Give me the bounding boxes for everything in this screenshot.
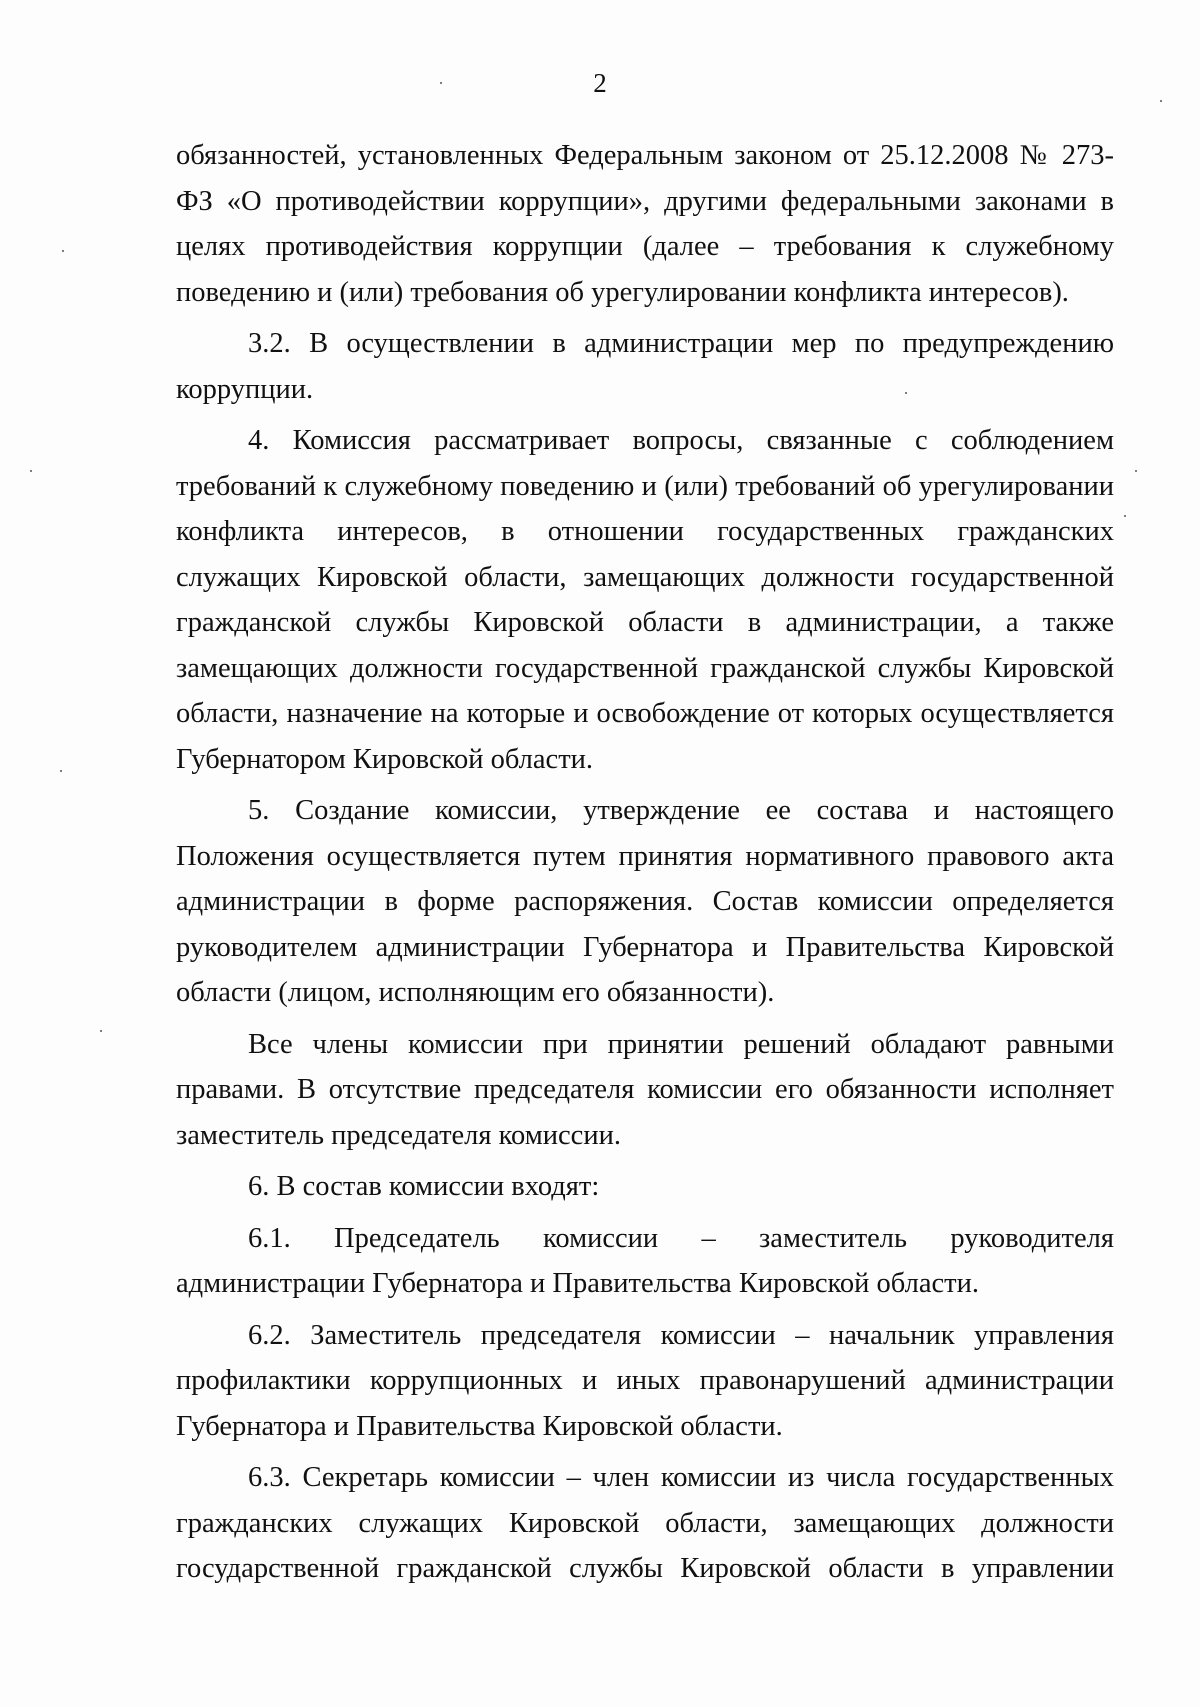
paragraph-continuation: обязанностей, установленных Федеральным законом от 25.12.2008 № 273-ФЗ «О противодействии коррупции», другими федеральными законами в целях противодействия коррупции (далее – требования к служебному поведению и (или) требования об урегулировании конфликта интересов). <box>176 140 1114 308</box>
scan-speck <box>1160 100 1162 102</box>
page-number: 2 <box>593 68 607 98</box>
scan-speck <box>905 392 907 394</box>
paragraph-6-2: 6.2. Заместитель председателя комиссии – начальник управления профилактики коррупционных и иных правонарушений администрации Губернатора и Правительства Кировской области. <box>176 1319 1114 1442</box>
paragraph-6-3: 6.3. Секретарь комиссии – член комиссии из числа государственных гражданских служащих Кировской области, замещающих должности государственной гражданской службы Кировской области в управлении <box>176 1462 1114 1584</box>
paragraph-6: 6. В состав комиссии входят: <box>248 1171 600 1202</box>
scan-speck <box>1135 470 1137 472</box>
scan-speck <box>440 82 442 84</box>
paragraph-4: 4. Комиссия рассматривает вопросы, связанные с соблюдением требований к служебному поведению и (или) требований об урегулировании конфликта интересов, в отношении государственных гражданских служащих Кировской области, замещающих должности государственной гражданской службы Кировской области в администрации, а также замещающих должности государственной гражданской службы Кировской области, назначение на которые и освобождение от которых осуществляется Губернатором Кировской области. <box>176 425 1114 775</box>
paragraph-5-members: Все члены комиссии при принятии решений обладают равными правами. В отсутствие председателя комиссии его обязанности исполняет заместитель председателя комиссии. <box>176 1028 1114 1151</box>
scan-speck <box>100 1030 102 1032</box>
document-body <box>176 133 1114 1592</box>
paragraph-6-1: 6.1. Председатель комиссии – заместитель руководителя администрации Губернатора и Правительства Кировской области. <box>176 1222 1114 1299</box>
scan-speck <box>62 250 64 252</box>
scan-speck <box>60 770 62 772</box>
scan-speck <box>30 470 32 472</box>
paragraph-3-2: 3.2. В осуществлении в администрации мер по предупреждению коррупции. <box>176 328 1114 405</box>
scan-speck <box>1124 515 1126 517</box>
paragraph-5: 5. Создание комиссии, утверждение ее состава и настоящего Положения осуществляется путем принятия нормативного правового акта администрации в форме распоряжения. Состав комиссии определяется руководителем администрации Губернатора и Правительства Кировской области (лицом, исполняющим его обязанности). <box>176 795 1114 1008</box>
